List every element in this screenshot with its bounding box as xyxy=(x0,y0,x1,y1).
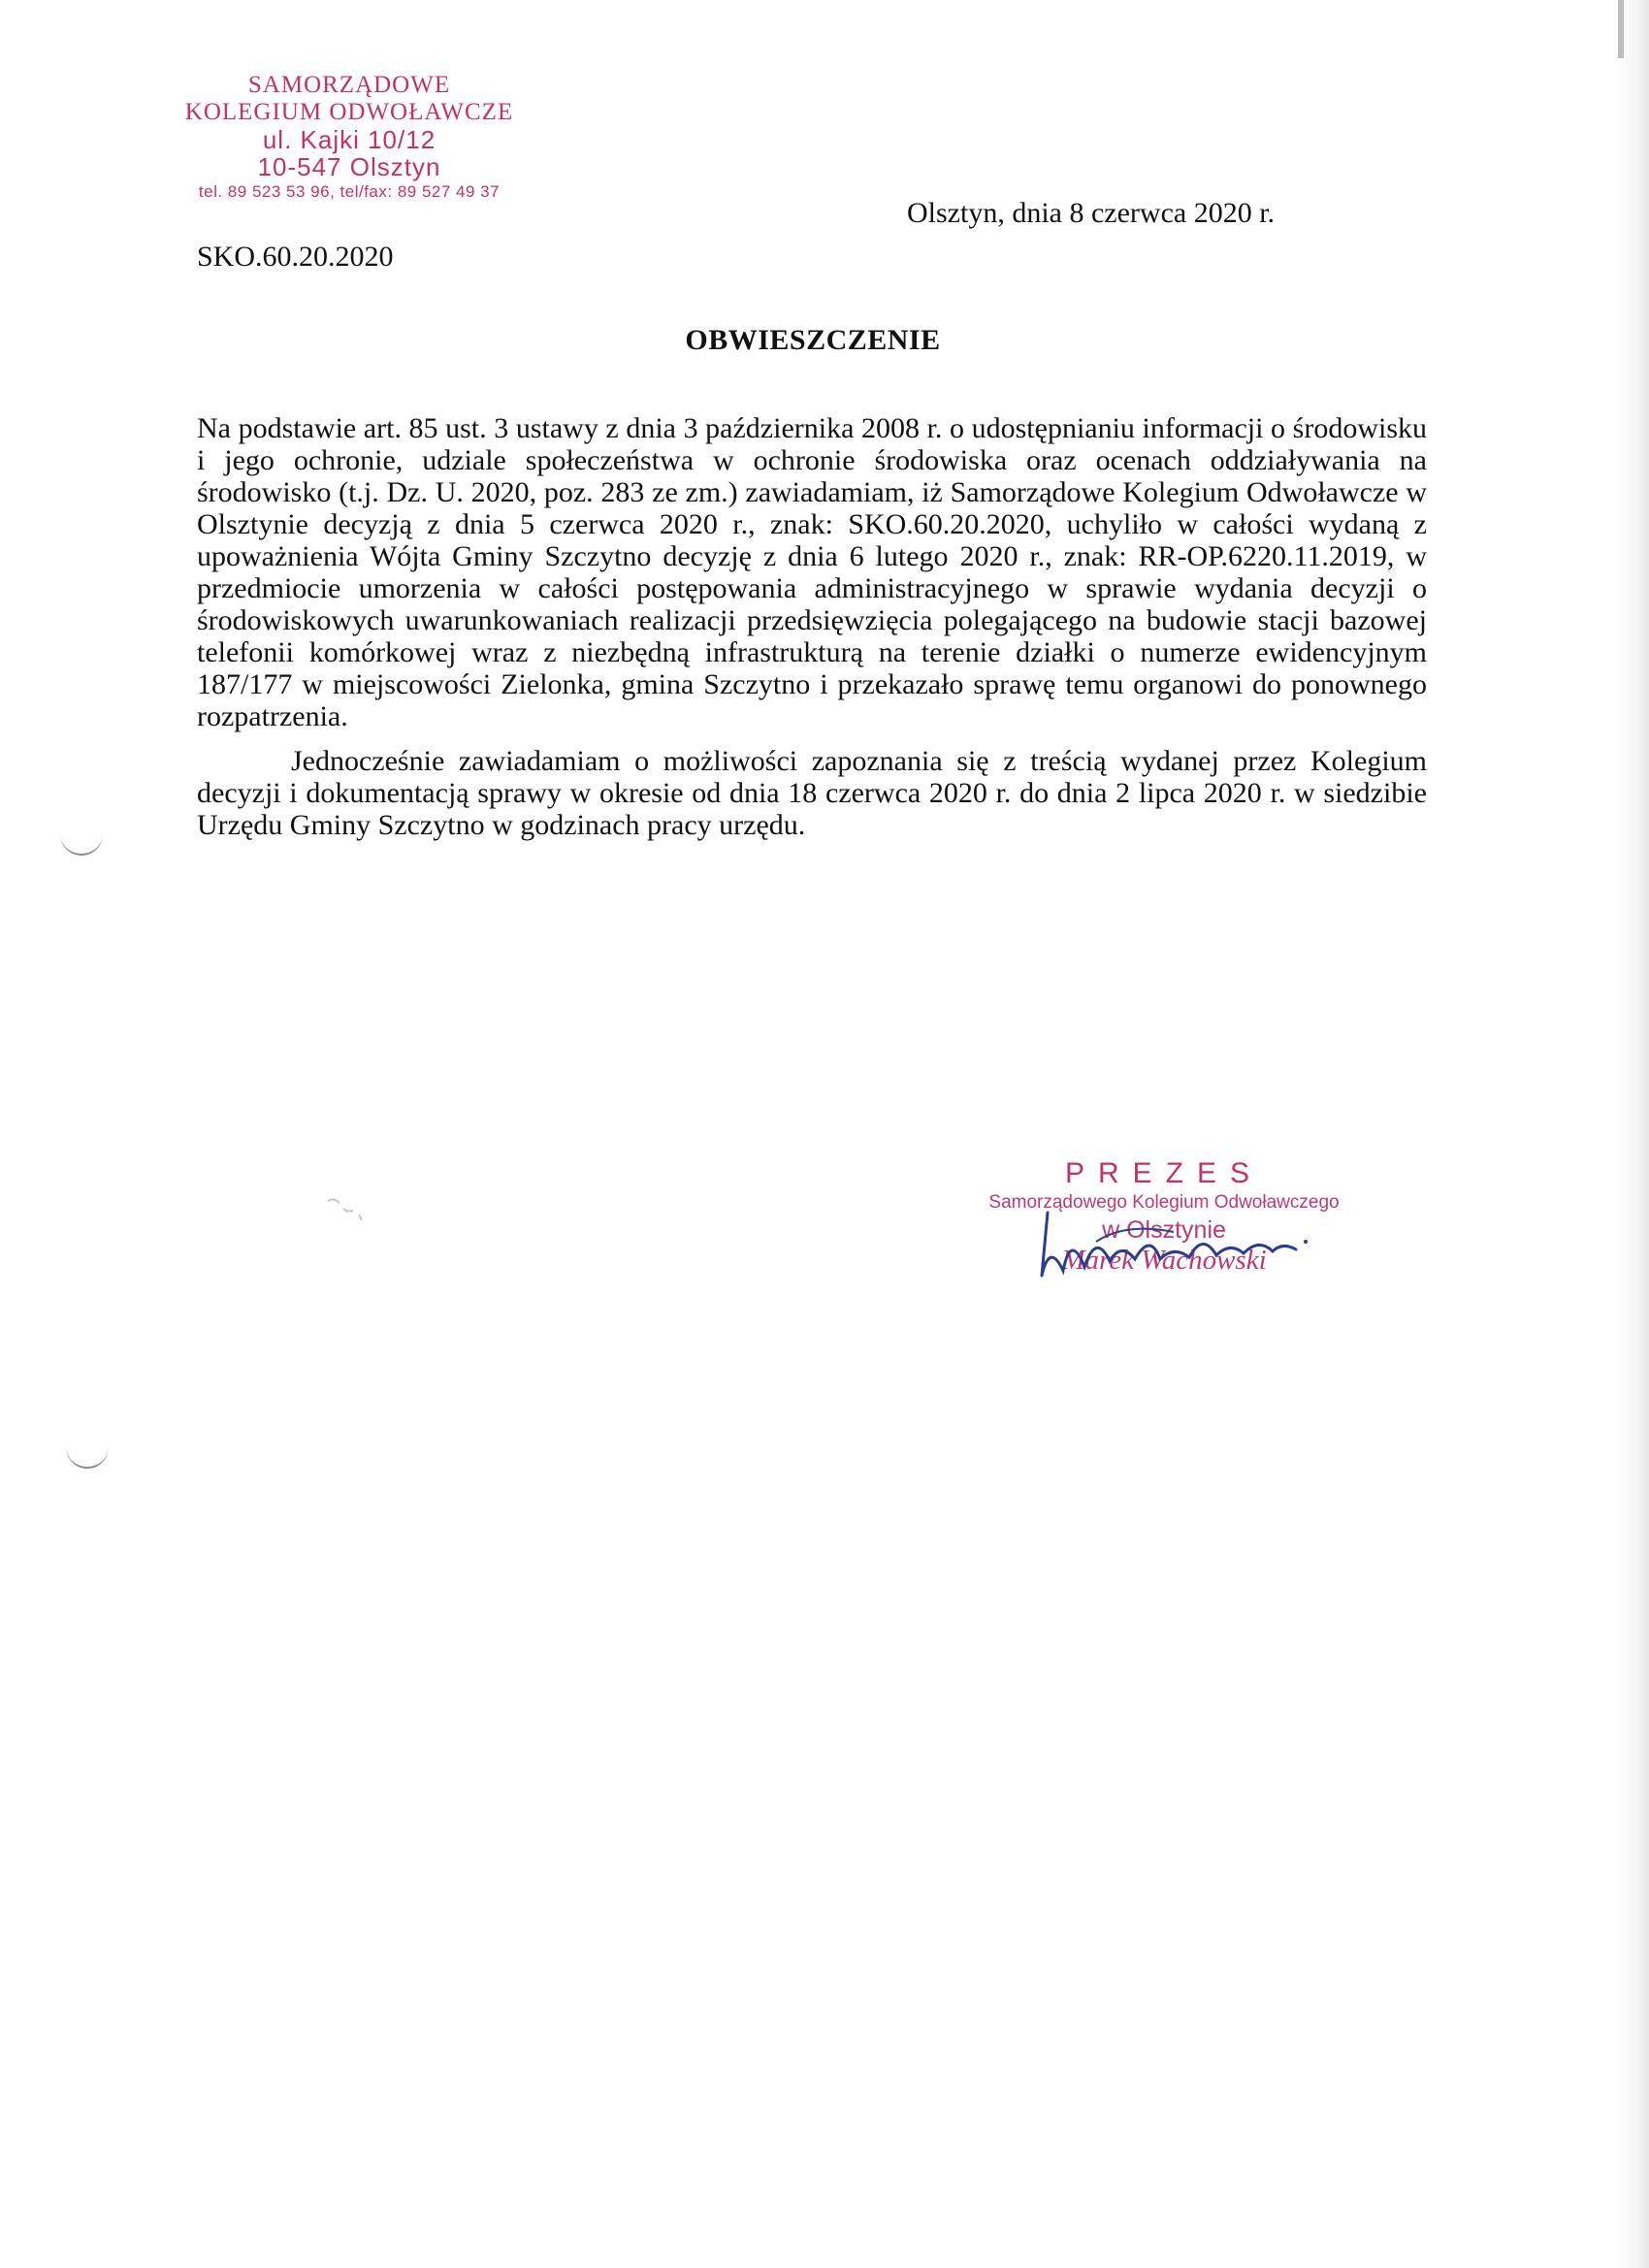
signature-title: PREZES xyxy=(1064,1157,1264,1189)
scan-speck xyxy=(320,1191,378,1230)
institution-stamp xyxy=(146,72,553,204)
stamp-line: KOLEGIUM ODWOŁAWCZE xyxy=(184,99,514,125)
reference-number: SKO.60.20.2020 xyxy=(197,241,394,273)
document-title: OBWIESZCZENIE xyxy=(685,324,941,356)
handwritten-signature xyxy=(1028,1203,1319,1290)
document-body xyxy=(197,412,1427,841)
punch-hole-mark xyxy=(60,832,103,856)
stamp-phone: tel. 89 523 53 96, tel/fax: 89 527 49 37 xyxy=(198,182,501,201)
punch-hole-mark xyxy=(66,1445,109,1469)
body-paragraph: Na podstawie art. 85 ust. 3 ustawy z dnia 3 października 2008 r. o udostępnianiu informacji o środowisku i jego ochronie, udziale społeczeństwa w ochronie środowiska oraz ocenach oddziaływania na środowisko (t.j. Dz. U. 2020, poz. 283 ze zm.) zawiadamiam, iż Samorządowe Kolegium Odwoławcze w Olsztynie decyzją z dnia 5 czerwca 2020 r., znak: SKO.60.20.2020, uchyliło w całości wydaną z upoważnienia Wójta Gminy Szczytno decyzję z dnia 6 lutego 2020 r., znak: RR-OP.6220.11.2019, w przedmiocie umorzenia w całości postępowania administracyjnego w sprawie wydania decyzji o środowiskowych uwarunkowaniach realizacji przedsięwzięcia polegającego na budowie stacji bazowej telefonii komórkowej wraz z niezbędną infrastrukturą na terenie działki o numerze ewidencyjnym 187/177 w miejscowości Zielonka, gmina Szczytno i przekazało sprawę temu organowi do ponownego rozpatrzenia. xyxy=(197,412,1427,732)
stamp-line: SAMORZĄDOWE xyxy=(247,72,451,98)
signatory-name: Marek Wachowski xyxy=(1061,1245,1267,1276)
scan-mark xyxy=(1618,0,1624,58)
stamp-postcode: 10-547 Olsztyn xyxy=(257,152,441,181)
stamp-address: ul. Kajki 10/12 xyxy=(262,125,436,154)
signature-organization: Samorządowego Kolegium Odwoławczego xyxy=(988,1192,1340,1213)
body-paragraph: Jednocześnie zawiadamiam o możliwości zapoznania się z treścią wydanej przez Kolegium decyzji i dokumentacją sprawy w okresie od dnia 18 czerwca 2020 r. do dnia 2 lipca 2020 r. w siedzibie Urzędu Gminy Szczytno w godzinach pracy urzędu. xyxy=(197,745,1427,841)
signature-city: w Olsztynie xyxy=(1102,1216,1226,1244)
document-date: Olsztyn, dnia 8 czerwca 2020 r. xyxy=(907,197,1276,229)
